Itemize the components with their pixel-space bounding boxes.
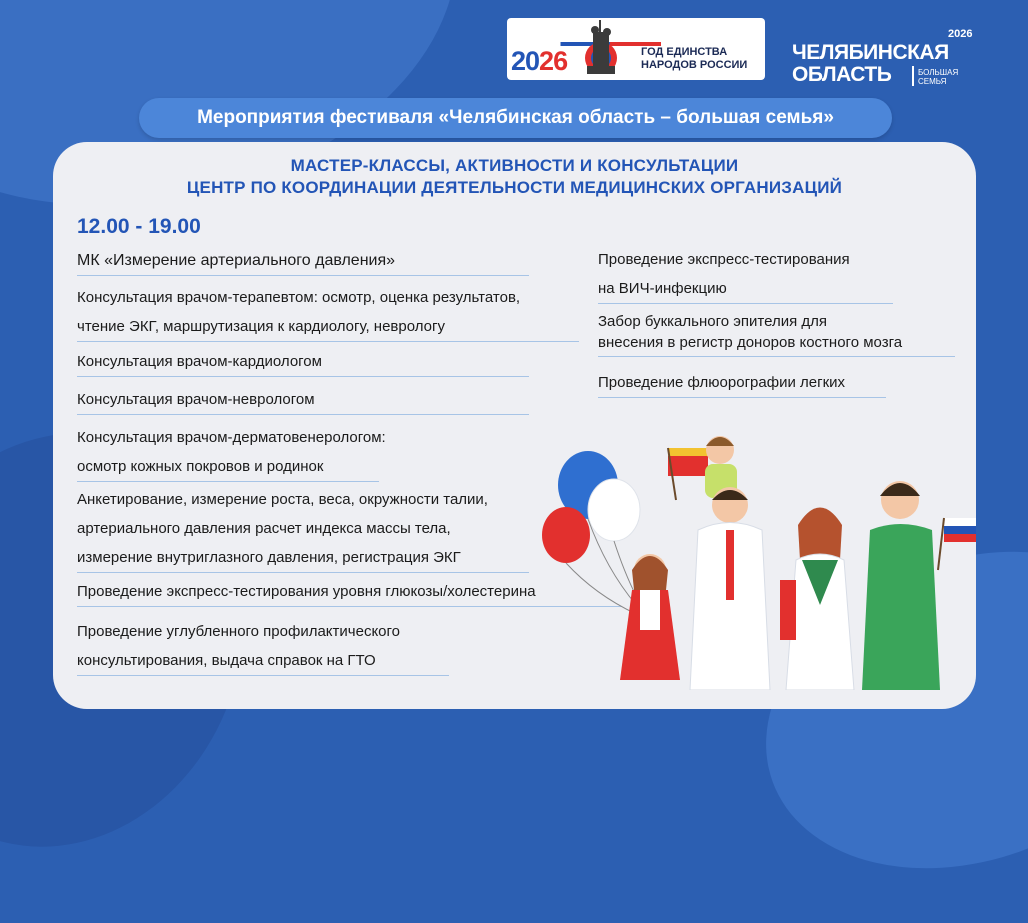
list-item: Консультация врачом-неврологом bbox=[77, 385, 529, 415]
list-item: МК «Измерение артериального давления» bbox=[77, 246, 529, 276]
man-figure-icon bbox=[862, 481, 940, 690]
list-item: Забор буккального эпителия для внесения в регистр доноров костного мозга bbox=[598, 311, 955, 357]
mother-figure-icon bbox=[780, 508, 854, 691]
list-item: Проведение флюорографии легких bbox=[598, 368, 886, 398]
list-item: Консультация врачом-дерматовенерологом: осмотр кожных покровов и родинок bbox=[77, 423, 386, 482]
russian-flag-icon bbox=[938, 518, 976, 570]
logo-text: ГОД ЕДИНСТВА НАРОДОВ РОССИИ bbox=[641, 46, 748, 71]
family-illustration bbox=[540, 430, 980, 690]
region-logo-divider bbox=[912, 66, 914, 86]
list-item: Консультация врачом-терапевтом: осмотр, оценка результатов, чтение ЭКГ, маршрутизация к кардиологу, неврологу bbox=[77, 283, 579, 342]
event-time: 12.00 - 19.00 bbox=[77, 215, 201, 238]
year-of-unity-logo bbox=[507, 18, 765, 80]
logo-year: 2026 bbox=[511, 46, 568, 76]
card-title-line2: ЦЕНТР ПО КООРДИНАЦИИ ДЕЯТЕЛЬНОСТИ МЕДИЦИНСКИХ ОРГАНИЗАЦИЙ bbox=[186, 178, 843, 197]
monument-icon bbox=[573, 18, 629, 76]
region-logo-line1: ЧЕЛЯБИНСКАЯ bbox=[792, 41, 949, 64]
region-logo-line2: ОБЛАСТЬ bbox=[792, 63, 892, 86]
list-item: Проведение углубленного профилактического консультирования, выдача справок на ГТО bbox=[77, 617, 449, 676]
list-item: Проведение экспресс-тестирования на ВИЧ-инфекцию bbox=[598, 245, 893, 304]
region-logo-sub2: СЕМЬЯ bbox=[918, 77, 947, 86]
regional-flag-icon bbox=[668, 448, 708, 500]
list-item: Анкетирование, измерение роста, веса, окружности талии, артериального давления расчет индекса массы тела, измерение внутриглазного давления, регистрация ЭКГ bbox=[77, 485, 529, 573]
card-title-line1: МАСТЕР-КЛАССЫ, АКТИВНОСТИ И КОНСУЛЬТАЦИИ bbox=[290, 156, 739, 175]
girl-figure-icon bbox=[620, 554, 680, 680]
region-logo-year: 2026 bbox=[948, 28, 973, 40]
list-item: Проведение экспресс-тестирования уровня глюкозы/холестерина bbox=[77, 577, 622, 607]
list-item: Консультация врачом-кардиологом bbox=[77, 347, 529, 377]
region-logo-sub1: БОЛЬШАЯ bbox=[918, 68, 959, 77]
festival-banner: Мероприятия фестиваля «Челябинская область – большая семья» bbox=[139, 98, 892, 138]
